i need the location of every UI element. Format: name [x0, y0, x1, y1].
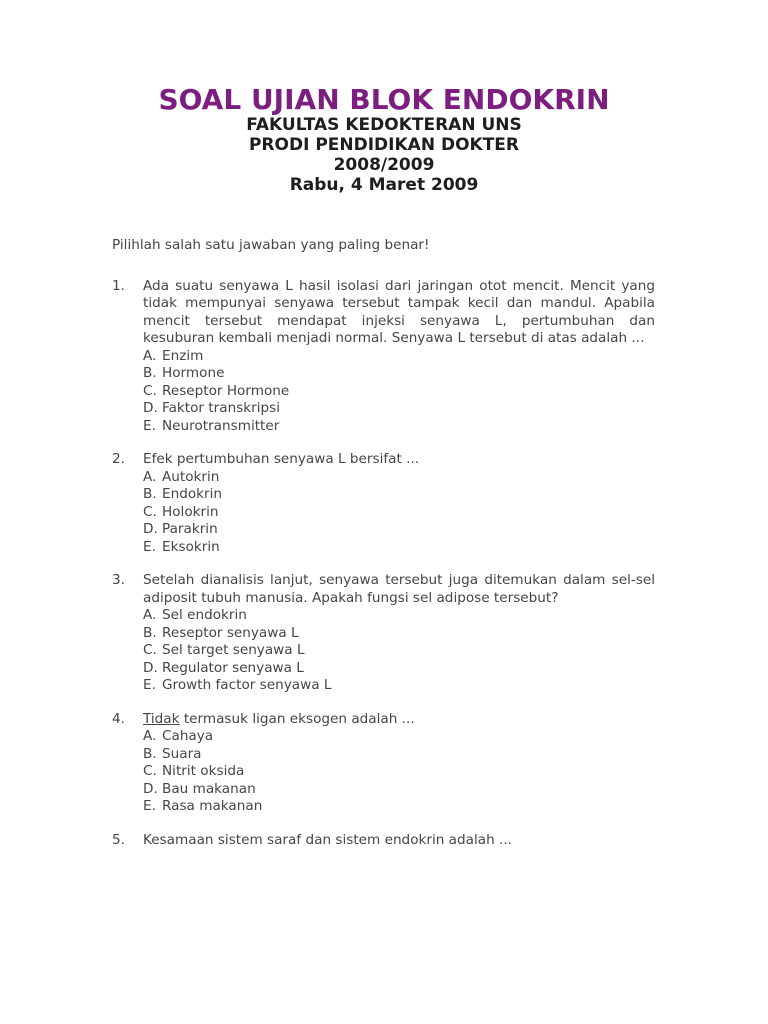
option-row	[143, 781, 655, 799]
option-row	[143, 746, 655, 764]
option-text: Hormone	[162, 365, 225, 381]
option-letter: E.	[143, 798, 156, 814]
option-letter: B.	[143, 624, 157, 641]
question-number: 2.	[112, 451, 125, 467]
question-body	[143, 832, 655, 850]
question-text: Efek pertumbuhan senyawa L bersifat ...	[143, 451, 420, 467]
option-letter: A.	[143, 347, 157, 364]
question-number: 4.	[112, 710, 125, 727]
option-text: Reseptor senyawa L	[162, 624, 299, 641]
option-letter: D.	[143, 659, 158, 676]
option-letter: E.	[143, 417, 156, 434]
option-row	[143, 383, 655, 401]
option-text: Endokrin	[162, 486, 223, 502]
option-text: Nitrit oksida	[162, 763, 245, 779]
option-text: Cahaya	[162, 728, 214, 744]
question-number: 3.	[112, 572, 125, 588]
option-text: Reseptor Hormone	[162, 382, 290, 399]
option-letter: D.	[143, 780, 158, 797]
options-list	[143, 607, 655, 695]
question-text: Kesamaan sistem saraf dan sistem endokrin adalah ...	[143, 831, 512, 848]
exam-body	[0, 195, 768, 849]
academic-year-line: 2008/2009	[333, 155, 435, 175]
question-2	[112, 451, 655, 556]
exam-date-line: Rabu, 4 Maret 2009	[289, 175, 479, 195]
question-number: 1.	[112, 277, 125, 294]
instruction-text: Pilihlah salah satu jawaban yang paling benar!	[112, 237, 430, 253]
option-letter: E.	[143, 677, 156, 693]
option-letter: D.	[143, 521, 158, 537]
option-row	[143, 521, 655, 539]
question-4	[112, 711, 655, 816]
option-letter: B.	[143, 745, 157, 762]
question-text-rest: termasuk ligan eksogen adalah ...	[179, 710, 415, 727]
option-letter: A.	[143, 728, 157, 744]
option-text: Regulator senyawa L	[162, 659, 304, 676]
question-body	[143, 451, 655, 556]
option-row	[143, 677, 655, 695]
page-title: SOAL UJIAN BLOK ENDOKRIN	[158, 83, 610, 116]
option-text: Bau makanan	[162, 780, 256, 797]
option-row	[143, 365, 655, 383]
option-letter: C.	[143, 503, 157, 520]
option-letter: B.	[143, 486, 157, 502]
option-row	[143, 400, 655, 418]
option-row	[143, 763, 655, 781]
option-letter: E.	[143, 538, 156, 555]
program-line: PRODI PENDIDIKAN DOKTER	[248, 135, 520, 155]
option-row	[143, 418, 655, 436]
option-row	[143, 539, 655, 557]
underlined-word: Tidak	[143, 710, 180, 727]
option-text: Sel endokrin	[162, 607, 247, 623]
question-1	[112, 278, 655, 436]
option-row	[143, 660, 655, 678]
option-letter: C.	[143, 763, 157, 779]
option-row	[143, 469, 655, 487]
option-row	[143, 486, 655, 504]
faculty-line: FAKULTAS KEDOKTERAN UNS	[246, 115, 522, 135]
option-letter: B.	[143, 365, 157, 381]
question-5	[112, 832, 655, 850]
question-text	[143, 711, 655, 729]
option-row	[143, 642, 655, 660]
option-text: Neurotransmitter	[162, 417, 280, 434]
option-letter: D.	[143, 400, 158, 416]
option-text: Sel target senyawa L	[162, 642, 305, 658]
option-text: Faktor transkripsi	[162, 400, 281, 416]
option-row	[143, 504, 655, 522]
option-text: Enzim	[162, 347, 204, 364]
option-letter: C.	[143, 642, 157, 658]
option-text: Eksokrin	[162, 538, 220, 555]
question-text: Ada suatu senyawa L hasil isolasi dari jaringan otot mencit. Mencit yang tidak mempunyai senyawa tersebut tampak kecil dan mandul. Apabila mencit tersebut mendapat injeksi senyawa L, pertumbuhan dan kesuburan kembali menjadi normal. Senyawa L tersebut di atas adalah ...	[143, 277, 655, 346]
option-row	[143, 625, 655, 643]
option-row	[143, 728, 655, 746]
question-3	[112, 572, 655, 695]
option-letter: C.	[143, 382, 157, 399]
option-row	[143, 607, 655, 625]
options-list	[143, 469, 655, 557]
option-letter: A.	[143, 607, 157, 623]
option-text: Autokrin	[162, 468, 220, 485]
option-text: Parakrin	[162, 521, 218, 537]
question-body	[143, 572, 655, 695]
option-row	[143, 798, 655, 816]
option-row	[143, 348, 655, 366]
question-text: Setelah dianalisis lanjut, senyawa tersebut juga ditemukan dalam sel-sel adiposit tubuh manusia. Apakah fungsi sel adipose tersebut?	[143, 572, 655, 606]
option-letter: A.	[143, 468, 157, 485]
option-text: Growth factor senyawa L	[162, 677, 332, 693]
option-text: Suara	[162, 745, 202, 762]
question-body	[143, 278, 655, 436]
options-list	[143, 728, 655, 816]
options-list	[143, 348, 655, 436]
question-body	[143, 711, 655, 816]
document-header	[0, 0, 768, 195]
option-text: Rasa makanan	[162, 798, 263, 814]
question-number: 5.	[112, 831, 125, 848]
option-text: Holokrin	[162, 503, 219, 520]
